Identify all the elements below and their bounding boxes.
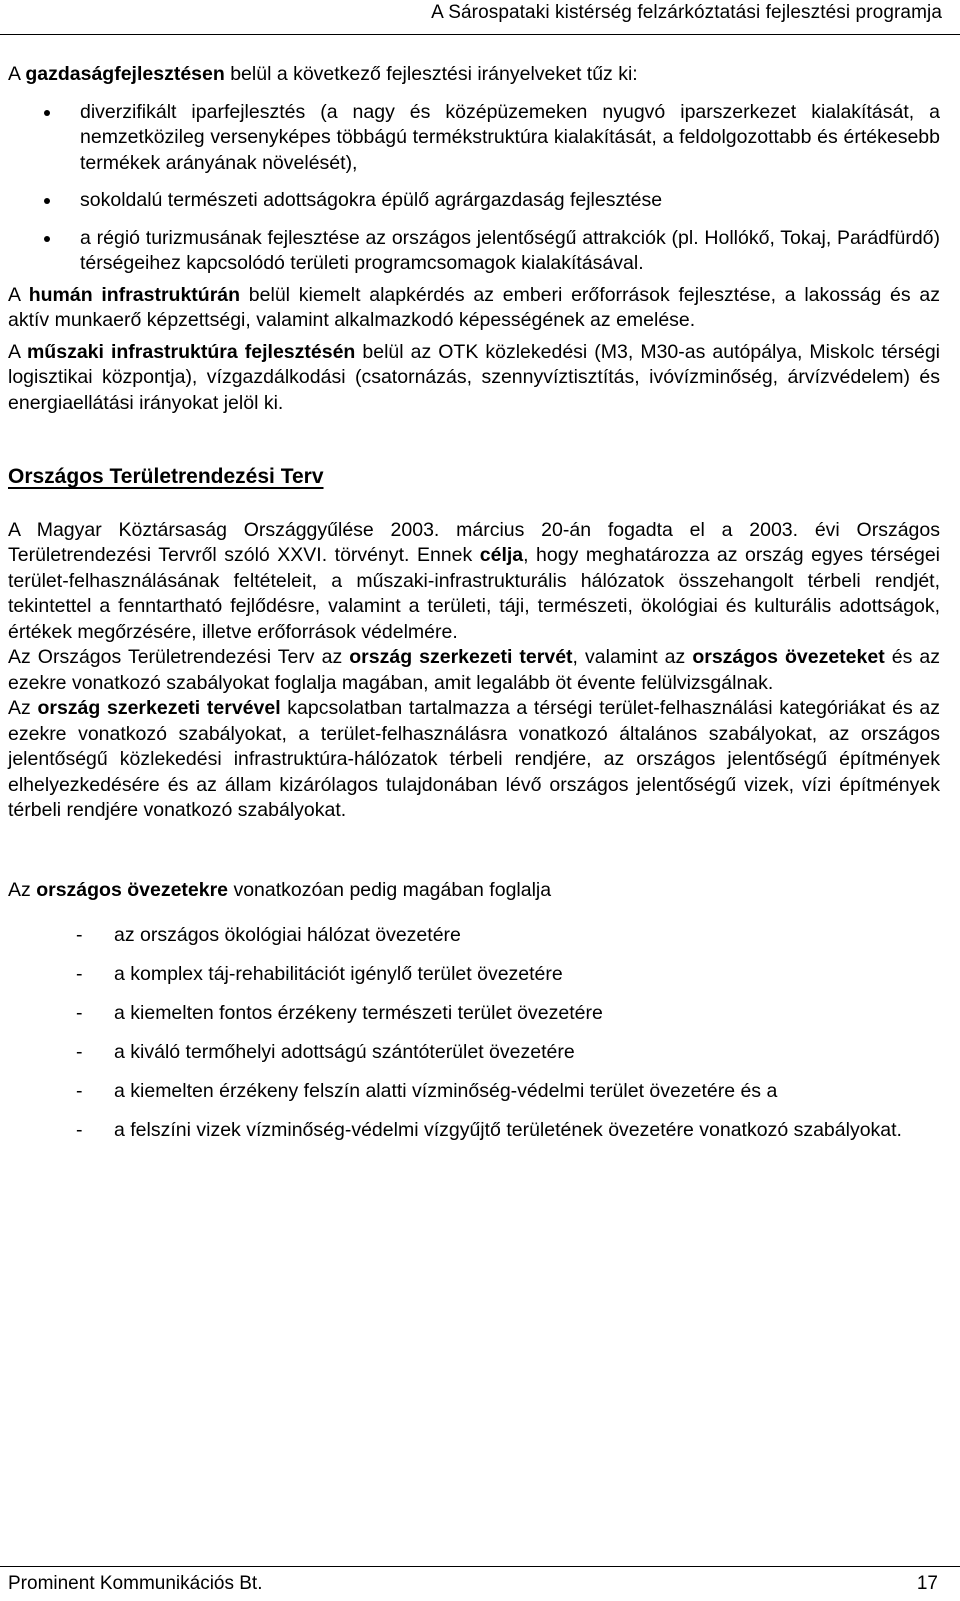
economic-keyword: gazdaságfejlesztésen bbox=[25, 63, 225, 85]
dash-marker: - bbox=[76, 924, 83, 946]
list-item: - a felszíni vizek vízminőség-védelmi vízgyűjtő területének övezetére vonatkozó szabályokat. bbox=[8, 1111, 940, 1150]
dash-marker: - bbox=[76, 1041, 83, 1063]
list-item: - az országos ökológiai hálózat övezetére bbox=[8, 916, 940, 955]
dash-marker: - bbox=[76, 1080, 83, 1102]
bullet-icon bbox=[44, 110, 50, 116]
list-item: - a komplex táj-rehabilitációt igénylő terület övezetére bbox=[8, 955, 940, 994]
zones-intro-paragraph: Az országos övezetekre vonatkozóan pedig magában foglalja bbox=[8, 878, 552, 901]
technical-keyword: műszaki infrastruktúra fejlesztésén bbox=[26, 340, 356, 363]
list-item: - a kiemelten fontos érzékeny természeti terület övezetére bbox=[8, 994, 940, 1033]
page-content bbox=[8, 62, 940, 1150]
zones-list bbox=[8, 916, 940, 1150]
page-header bbox=[0, 0, 960, 35]
otk-paragraph-1: A Magyar Köztársaság Országgyűlése 2003. március 20-án fogadta el a 2003. évi Országos Területrendezési Tervről szóló XXVI. törvényt. Ennek célja, hogy meghatározza az ország egyes térségei terület-felhasználásának feltételeit, a műszaki-infrastrukturális hálózatok összehangolt térbeli rendjét, tekintettel a fenntartható fejlődésre, valamint a területi, táji, természeti, ökológiai és kulturális adottságok, értékek megőrzésére, illetve erőforrások védelmére. bbox=[8, 518, 940, 643]
list-item: a régió turizmusának fejlesztése az országos jelentőségű attrakciók (pl. Hollókő, Tokaj, Parádfürdő) térségeihez kapcsolódó területi programcsomagok kialakításával. bbox=[8, 226, 940, 277]
list-item: diverzifikált iparfejlesztés (a nagy és középüzemeken nyugvó iparszerkezet kialakítását, a nemzetközileg versenyképes többágú termékstruktúra kialakítását, a feldolgozottabb és értékesebb termékek arányának növelését), bbox=[8, 100, 940, 177]
dash-marker: - bbox=[76, 1002, 83, 1024]
page-number: 17 bbox=[916, 1573, 938, 1594]
otk-paragraph-2: Az Országos Területrendezési Terv az ország szerkezeti tervét, valamint az országos övezeteket és az ezekre vonatkozó szabályokat foglalja magában, amit legalább öt évente felülvizsgálnak. bbox=[8, 646, 940, 694]
human-keyword: humán infrastruktúrán bbox=[28, 283, 241, 306]
otk-paragraph-3: Az ország szerkezeti tervével kapcsolatban tartalmazza a térségi terület-felhasználási kategóriákat és az ezekre vonatkozó szabályokat, a terület-felhasználásra vonatkozó általános szabályokat, az országos jelentőségű közlekedési infrastruktúra-hálózatok térbeli rendjére, az országos jelentőségű építmények elhelyezkedésére és az állam kizárólagos tulajdonában lévő országos jelentőségű vizek, vízi építmények térbeli rendjére vonatkozó szabályokat. bbox=[8, 697, 940, 821]
section-heading: Országos Területrendezési Terv bbox=[8, 465, 324, 488]
dash-marker: - bbox=[76, 963, 83, 985]
company-name: Prominent Kommunikációs Bt. bbox=[8, 1573, 263, 1594]
list-item: - a kiemelten érzékeny felszín alatti vízminőség-védelmi terület övezetére és a bbox=[8, 1072, 940, 1111]
dash-marker: - bbox=[76, 1119, 83, 1141]
technical-infrastructure-paragraph: A műszaki infrastruktúra fejlesztésén belül az OTK közlekedési (M3, M30-as autópálya, Miskolc térségi logisztikai központja), vízgazdálkodási (csatornázás, szennyvíztisztítás, ivóvízminőség, árvízvédelem) és energiaellátási irányokat jelöl ki. bbox=[8, 340, 940, 414]
list-item: sokoldalú természeti adottságokra épülő agrárgazdaság fejlesztése bbox=[8, 188, 940, 214]
document-title: A Sárospataki kistérség felzárkóztatási fejlesztési programja bbox=[431, 2, 942, 23]
economic-guidelines-list bbox=[8, 100, 940, 277]
economic-intro-paragraph: A gazdaságfejlesztésen belül a következő fejlesztési irányelveket tűz ki: bbox=[8, 63, 638, 85]
bullet-icon bbox=[44, 198, 50, 204]
bullet-icon bbox=[44, 236, 50, 242]
human-infrastructure-paragraph: A humán infrastruktúrán belül kiemelt alapkérdés az emberi erőforrások fejlesztése, a lakosság és az aktív munkaerő képzettségi, valamint alkalmazkodó képességének az emelése. bbox=[8, 283, 940, 331]
list-item: - a kiváló termőhelyi adottságú szántóterület övezetére bbox=[8, 1033, 940, 1072]
page-footer bbox=[0, 1566, 960, 1601]
